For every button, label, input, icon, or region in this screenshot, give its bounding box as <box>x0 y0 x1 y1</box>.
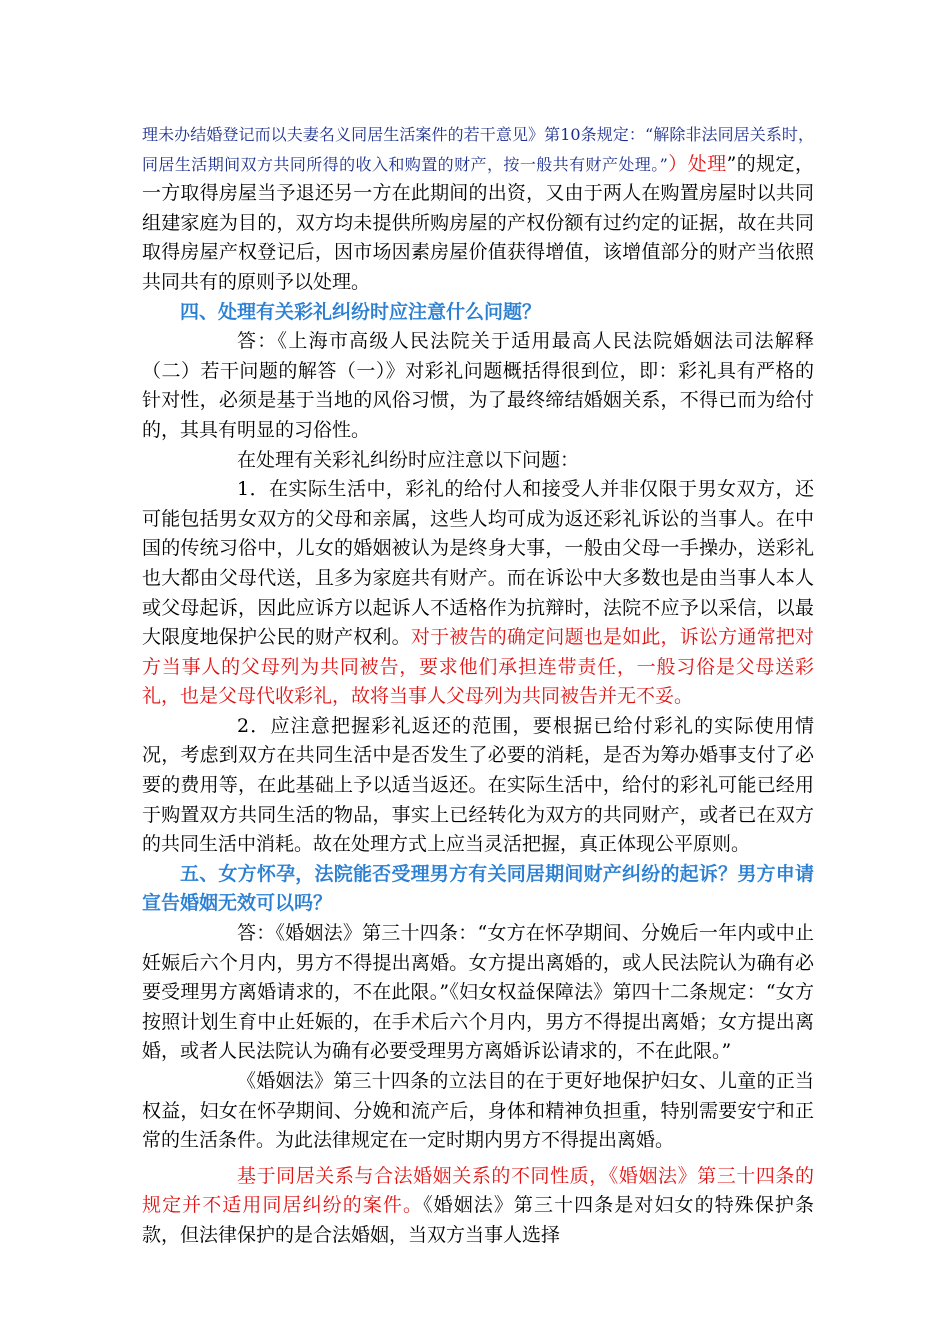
emphasis-text: 基于同居关系与合法婚姻关系的不同性质，《婚姻法》第三十四条的规定并不适用同居纠纷的案件。 <box>142 1164 814 1217</box>
emphasis-text: 对于被告的确定问题也是如此，诉讼方通常把对方当事人的父母列为共同被告，要求他们承担连带责任，一般习俗是父母送彩礼，也是父母代收彩礼，故将当事人父母列为共同被告并无不妥。 <box>142 626 814 708</box>
paragraph-intro: 在处理有关彩礼纠纷时应注意以下问题： <box>237 448 580 471</box>
section-heading-5: 五、女方怀孕，法院能否受理男方有关同居期间财产纠纷的起诉？男方申请宣告婚姻无效可以吗？ <box>142 862 814 915</box>
document-page <box>142 120 814 1251</box>
paragraph-answer-5: 答：《婚姻法》第三十四条：“女方在怀孕期间、分娩后一年内或中止妊娠后六个月内，男方不得提出离婚。女方提出离婚的，或人民法院认为确有必要受理男方离婚请求的，不在此限。”《妇女权益保障法》第四十二条规定：“女方按照计划生育中止妊娠的，在手术后六个月内，男方不得提出离婚；女方提出离婚，或者人民法院认为确有必要受理男方离婚诉讼请求的，不在此限。” <box>142 922 814 1063</box>
section-heading-4: 四、处理有关彩礼纠纷时应注意什么问题？ <box>180 300 542 323</box>
quoted-regulation: 理未办结婚登记而以夫妻名义同居生活案件的若干意见》第10条规定：“解除非法同居关系时，同居生活期间双方共同所得的收入和购置的财产，按一般共有财产处理。” <box>142 125 814 174</box>
paragraph-text: ”的规定，一方取得房屋当予退还另一方在此期间的出资，又由于两人在购置房屋时以共同组建家庭为目的，双方均未提供所购房屋的产权份额有过约定的证据，故在共同取得房屋产权登记后，因市场因素房屋价值获得增值，该增值部分的财产当依照共同共有的原则予以处理。 <box>142 152 814 293</box>
paragraph-point-2: 2．应注意把握彩礼返还的范围，要根据已给付彩礼的实际使用情况，考虑到双方在共同生活中是否发生了必要的消耗，是否为筹办婚事支付了必要的费用等，在此基础上予以适当返还。在实际生活中，给付的彩礼可能已经用于购置双方共同生活的物品，事实上已经转化为双方的共同财产，或者已在双方的共同生活中消耗。故在处理方式上应当灵活把握，真正体现公平原则。 <box>142 714 814 856</box>
paragraph-text: 1．在实际生活中，彩礼的给付人和接受人并非仅限于男女双方，还可能包括男女双方的父母和亲属，这些人均可成为返还彩礼诉讼的当事人。在中国的传统习俗中，儿女的婚姻被认为是终身大事，一般由父母一手操办，送彩礼也大都由父母代送，且多为家庭共有财产。而在诉讼中大多数也是由当事人本人或父母起诉，因此应诉方以起诉人不适格作为抗辩时，法院不应予以采信，以最大限度地保护公民的财产权利。 <box>142 478 814 649</box>
paragraph-cohabitation <box>142 1162 814 1251</box>
emphasis-text: ）处理 <box>667 152 727 175</box>
paragraph-text: 《婚姻法》第三十四条是对妇女的特殊保护条款，但法律保护的是合法婚姻，当双方当事人选择 <box>142 1194 814 1246</box>
paragraph-answer-4: 答：《上海市高级人民法院关于适用最高人民法院婚姻法司法解释（二）若干问题的解答（一）》对彩礼问题概括得很到位，即：彩礼具有严格的针对性，必须是基于当地的风俗习惯，为了最终缔结婚姻关系，不得已而为给付的，其具有明显的习俗性。 <box>142 330 814 441</box>
paragraph-point-1 <box>142 475 814 712</box>
paragraph-law-purpose: 《婚姻法》第三十四条的立法目的在于更好地保护妇女、儿童的正当权益，妇女在怀孕期间、分娩和流产后，身体和精神负担重，特别需要安宁和正常的生活条件。为此法律规定在一定时期内男方不得提出离婚。 <box>142 1070 814 1152</box>
paragraph-property-rule <box>142 120 814 298</box>
